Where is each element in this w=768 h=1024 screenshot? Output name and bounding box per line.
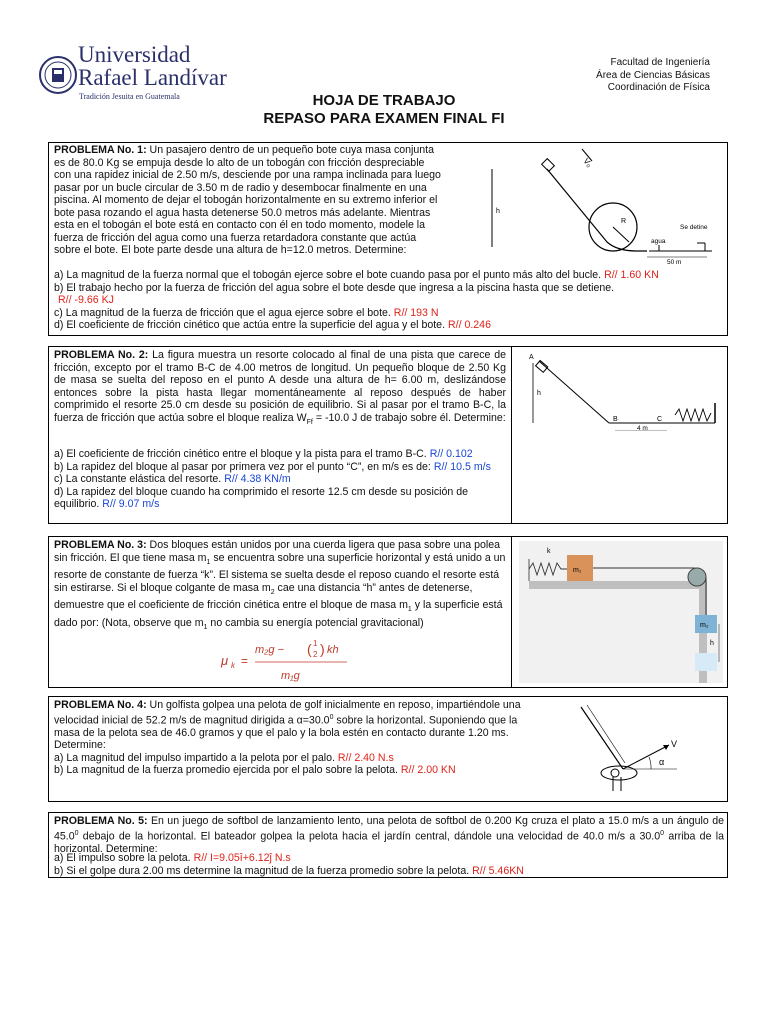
problem-2-box: [48, 346, 728, 524]
logo-line-2: Rafael Landívar: [78, 65, 227, 90]
answer-d: R// 0.246: [447, 319, 491, 331]
point-c-label: C: [657, 416, 663, 423]
problem-3-label: PROBLEMA No. 3:: [54, 539, 147, 551]
problem-text: = -10.0 J de trabajo sobre él. Determine:: [312, 411, 506, 424]
point-b-label: B: [613, 416, 618, 423]
alpha-label: α: [659, 757, 665, 767]
formula-denominator: m₁g: [281, 670, 300, 682]
answer-a: R// 2.40 N.s: [337, 751, 394, 764]
problem-2-label: PROBLEMA No. 2:: [54, 349, 149, 361]
problem-1-box: [48, 142, 728, 336]
answer-b: R// -9.66 KJ: [58, 294, 114, 306]
text-line: bote pasa rozando el agua hasta detenerse 50.0 metros más adelante. Mientras: [54, 206, 431, 219]
formula-half-num: 1: [313, 639, 318, 648]
formula-numerator-a: m₂g −: [255, 644, 284, 656]
h-label: h: [710, 640, 714, 647]
problem-1-intro: [54, 144, 474, 257]
answer-b: R// 10.5 m/s: [433, 460, 491, 473]
answer-a: R// I=9.05î+6.12ĵ N.s: [193, 852, 291, 864]
friction-formula: [219, 637, 379, 683]
question-c: c) La magnitud de la fuerza de fricción que el agua ejerce sobre el bote.: [54, 306, 394, 319]
question-a: a) La magnitud del impulso impartido a la pelota por el palo.: [54, 751, 338, 764]
superscript: 0: [660, 829, 665, 837]
text-line: fuerza de fricción del agua como una fuerza retardadora constante que actúa: [54, 231, 417, 244]
problem-text: arriba de la horizontal. Determine:: [54, 830, 724, 855]
question-d: d) La rapidez del bloque cuando ha comprimido el resorte 12.5 cm desde su posición de equilibrio.: [54, 485, 468, 510]
problem-4-intro: [54, 699, 574, 777]
text-line: masa de la pelota sea de 46.0 gramos y que el palo y la bola estén en contacto durante 1.20 ms.: [54, 726, 509, 739]
subscript: 1: [407, 606, 412, 614]
problem-5-box: [48, 812, 728, 878]
h-label: h: [496, 208, 500, 215]
question-d: d) El coeficiente de fricción cinético que actúa entre la superficie del agua y el bote.: [54, 319, 448, 331]
answer-a: R// 0.102: [429, 448, 473, 460]
question-a: a) El coeficiente de fricción cinético entre el bloque y la pista para el tramo B-C.: [54, 448, 430, 460]
column-divider: [511, 347, 512, 523]
r-label: R: [621, 218, 627, 225]
problem-4-box: [48, 696, 728, 802]
formula-equals: =: [241, 654, 249, 668]
problem-2-questions: [54, 448, 506, 511]
column-divider: [511, 537, 512, 687]
problem-text: La figura muestra un resorte colocado al final de una pista que carece de fricción, excepto por el tramo B-C de 4.00 metros de longitud. Un pequeño bloque de 2.50 Kg de masa se suelta del reposo en el punto A desde una altura de h= 6.00 m, deslizándose entonces sobre la pista hasta llegar momentáneamente al reposo después de haber comprimido el resorte 25.0 cm desde su posición de equilibrio. Si al pasar por el tramo B-C, la fuerza de fricción que actúa sobre el bloque realiza W: [54, 349, 506, 424]
subscript: Ff: [306, 418, 313, 426]
svg-text:): ): [320, 641, 325, 657]
text-line: Un golfista golpea una pelota de golf inicialmente en reposo, impartiéndole una: [146, 699, 521, 711]
golf-club-diagram: [569, 703, 689, 797]
text-line: Un pasajero dentro de un pequeño bote cuya masa conjunta: [146, 144, 435, 156]
superscript: 0: [74, 829, 79, 837]
m2-label: m₂: [700, 622, 709, 629]
spring-pulley-diagram: [519, 541, 723, 683]
faculty-block: [596, 57, 710, 95]
question-b: b) Si el golpe dura 2.00 ms determine la magnitud de la fuerza promedio sobre la pelota.: [54, 864, 473, 877]
problem-text: En un juego de softbol de lanzamiento lento, una pelota de softbol de 0.200 Kg cruza el plato a 15.0 m/s a un ángulo de 45.0: [54, 815, 724, 843]
problem-4-label: PROBLEMA No. 4:: [54, 699, 147, 711]
text-line: velocidad inicial de 52.2 m/s de magnitud dirigida a α=30.0: [54, 714, 330, 727]
page-subtitle: REPASO PARA EXAMEN FINAL FI: [263, 110, 505, 127]
answer-c: R// 4.38 KN/m: [224, 473, 291, 485]
text-line: sobre la horizontal. Suponiendo que la: [333, 714, 518, 727]
subscript: 1: [203, 623, 208, 631]
logo-tagline: Tradición Jesuita en Guatemala: [79, 92, 180, 101]
distance-label: 50 m: [667, 259, 682, 266]
m1-label: m₁: [573, 567, 582, 574]
problem-5-intro: [54, 815, 724, 855]
text-line: pasar por un bucle circular de 3.50 m de radio y desembocar finalmente en una: [54, 181, 427, 194]
problem-3-box: [48, 536, 728, 688]
answer-a: R// 1.60 KN: [604, 269, 659, 281]
text-line: Determine:: [54, 739, 106, 752]
question-b: b) La rapidez del bloque al pasar por primera vez por el punto “C”, en m/s es de:: [54, 460, 434, 473]
svg-text:(: (: [307, 641, 312, 657]
problem-text: no cambia su energía potencial gravitacional): [207, 616, 424, 629]
question-b: b) La magnitud de la fuerza promedio ejercida por el palo sobre la pelota.: [54, 764, 401, 777]
problem-text: Dos bloques están unidos por una cuerda ligera que pasa sobre una polea sin fricción. El que tiene masa m: [54, 539, 500, 564]
answer-b: R// 5.46KN: [472, 864, 524, 877]
problem-1-label: PROBLEMA No. 1:: [54, 144, 147, 156]
formula-mu: μ: [221, 653, 229, 668]
v-label: V: [671, 739, 678, 749]
problem-text: cae una distancia “h” antes de detenerse, demuestre que el coeficiente de fricción cinética entre el bloque de masa m: [54, 581, 473, 612]
question-a: a) La magnitud de la fuerza normal que el tobogán ejerce sobre el bote cuando pasa por el punto más alto del bucle.: [54, 269, 605, 281]
faculty-line: Área de Ciencias Básicas: [596, 69, 710, 81]
answer-b: R// 2.00 KN: [400, 764, 456, 777]
text-line: es de 80.0 Kg se empuja desde lo alto de un tobogán con fricción despreciable: [54, 156, 425, 169]
page-title: HOJA DE TRABAJO: [312, 92, 456, 109]
point-a-label: A: [529, 354, 534, 361]
stop-label: Se detine: [680, 224, 708, 231]
logo-line-1: Universidad: [78, 42, 191, 67]
formula-half-den: 2: [313, 650, 318, 659]
h-label: h: [537, 390, 541, 397]
answer-c: R// 193 N: [393, 306, 439, 319]
question-a: a) El impulso sobre la pelota.: [54, 852, 194, 864]
problem-3-intro: [54, 539, 506, 634]
problem-5-label: PROBLEMA No. 5:: [54, 815, 148, 827]
faculty-line: Facultad de Ingeniería: [610, 57, 710, 68]
subscript: 2: [270, 588, 275, 596]
v0-label: V₀: [581, 156, 594, 169]
answer-d: R// 9.07 m/s: [102, 498, 160, 510]
text-line: sobre el bote. El bote parte desde una altura de h=12.0 metros. Determine:: [54, 244, 407, 256]
formula-k: k: [231, 661, 235, 670]
formula-numerator-b: kh: [327, 644, 339, 656]
problem-2-intro: [54, 349, 506, 429]
text-line: piscina. Al momento de dejar el tobogán horizontalmente en su extremo inferior el: [54, 194, 438, 206]
water-label: agua: [651, 238, 666, 245]
text-line: con una rapidez inicial de 2.50 m/s, desciende por una rampa inclinada para luego: [54, 169, 441, 181]
distance-label: 4 m: [637, 425, 648, 431]
question-c: c) La constante elástica del resorte.: [54, 473, 225, 485]
problem-5-questions: [54, 852, 724, 877]
subscript: 1: [206, 558, 211, 566]
problem-text: y la superficie está dado por: (Nota, observe que m: [54, 599, 503, 629]
faculty-line: Coordinación de Física: [607, 82, 710, 93]
problem-text: debajo de la horizontal. El bateador golpea la pelota hacia el jardín central, dándole una velocidad de 40.0 m/s a 30.0: [78, 830, 661, 843]
waterslide-diagram: [487, 147, 727, 267]
text-line: esta en el tobogán el bote está en contacto con él en todo momento, modele la: [54, 219, 426, 231]
question-b: b) El trabajo hecho por la fuerza de fricción del agua sobre el bote desde que ingresa a la piscina hasta que se detiene.: [54, 281, 615, 294]
ramp-spring-diagram: [517, 351, 722, 431]
superscript: 0: [329, 713, 334, 721]
problem-text: se encuentra sobre una superficie horizontal y está unido a un resorte de constante de fuerza “k”. El sistema se suelta desde el reposo cuando el resorte está sin estirarse. Si el bloque colgante de masa m: [54, 551, 506, 594]
k-label: k: [547, 548, 551, 555]
problem-1-questions: [54, 269, 724, 332]
